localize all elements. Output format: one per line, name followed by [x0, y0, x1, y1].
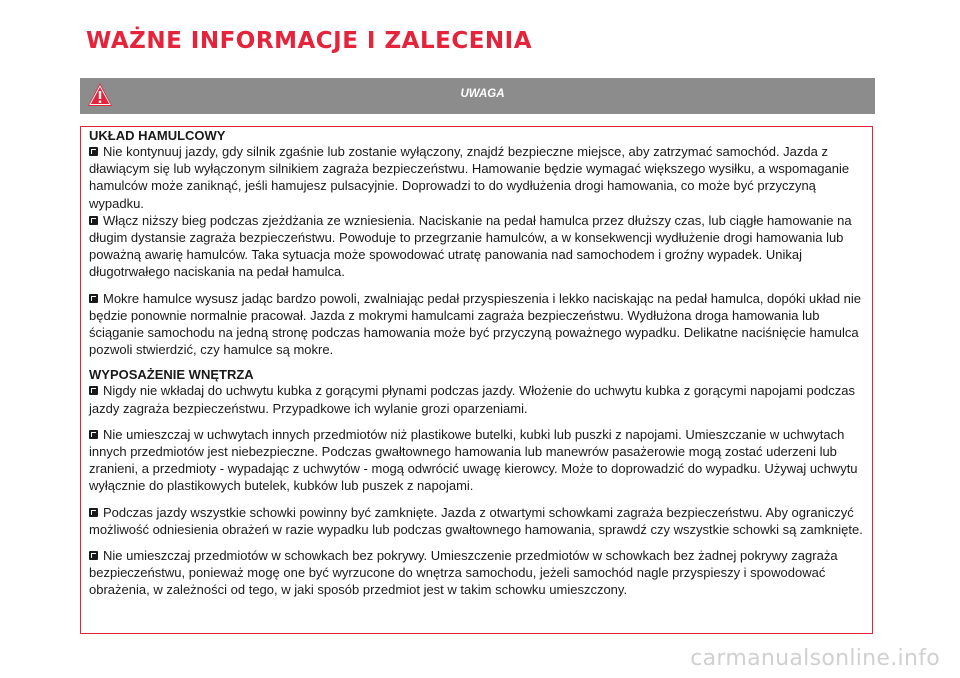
checkbox-bullet-icon	[89, 508, 98, 517]
paragraph	[89, 212, 868, 281]
warning-banner	[80, 78, 875, 114]
section-heading-interior: WYPOSAŻENIE WNĘTRZA	[89, 367, 254, 383]
checkbox-bullet-icon	[89, 294, 98, 303]
paragraph	[89, 504, 868, 538]
warning-content-box	[80, 126, 873, 634]
paragraph	[89, 290, 868, 359]
page-title: WAŻNE INFORMACJE I ZALECENIA	[86, 28, 533, 54]
paragraph	[89, 382, 868, 416]
section-heading-brakes: UKŁAD HAMULCOWY	[89, 128, 226, 143]
checkbox-bullet-icon	[89, 430, 98, 439]
checkbox-bullet-icon	[89, 216, 98, 225]
paragraph-text: Nie umieszczaj przedmiotów w schowkach bez pokrywy. Umieszczenie przedmiotów w schowkach bez żadnej pokrywy zagraża bezpieczeństwu, ponieważ mogę one być wyrzucone do wnętrza samochodu, jeżeli samochód nagle przyspieszy i spowodować obrażenia, w zależności od tego, w jaki sposób przedmiot jest w takim schowku umieszczony.	[89, 548, 838, 598]
paragraph-text: Nigdy nie wkładaj do uchwytu kubka z gorącymi płynami podczas jazdy. Włożenie do uchwytu kubka z gorącymi napojami podczas jazdy zagraża bezpieczeństwu. Przypadkowe ich wylanie grozi oparzeniami.	[89, 383, 855, 416]
paragraph	[89, 547, 868, 599]
paragraph-text: Mokre hamulce wysusz jadąc bardzo powoli, zwalniając pedał przyspieszenia i lekko naciskając na pedał hamulca, dopóki układ nie będzie ponownie normalnie pracował. Jazda z mokrymi hamulcami zagraża bezpieczeństwu. Wydłużona droga hamowania lub ściąganie samochodu na jedną stronę podczas hamowania może być przyczyną poważnego wypadku. Delikatne naciśnięcie hamulca pozwoli stwierdzić, czy hamulce są mokre.	[89, 290, 862, 358]
paragraph-text: Włącz niższy bieg podczas zjeżdżania ze wzniesienia. Naciskanie na pedał hamulca przez dłuższy czas, lub ciągłe hamowanie na długim dystansie zagraża bezpieczeństwu. Powoduje to przegrzanie hamulców, a w konsekwencji wydłużenie drogi hamowania lub poważną awarię hamulców. Taka sytuacja może spowodować utratę panowania nad samochodem i groźny wypadek. Unikaj długotrwałego naciskania na pedał hamulca.	[89, 212, 852, 280]
paragraph	[89, 426, 868, 495]
warning-label: UWAGA	[460, 88, 505, 100]
paragraph-text: Nie kontynuuj jazdy, gdy silnik zgaśnie lub zostanie wyłączony, znajdź bezpieczne miejsce, aby zatrzymać samochód. Jazda z dławiącym się lub wyłączonym silnikiem zagraża bezpieczeństwu. Hamowanie będzie wymagać większego wysiłku, a wspomaganie hamulców może zaniknąć, jeśli hamujesz pulsacyjnie. Doprowadzi to do wydłużenia drogi hamowania, co może być przyczyną wypadku.	[89, 144, 850, 211]
watermark: carmanualsonline.info	[690, 646, 940, 671]
checkbox-bullet-icon	[89, 551, 98, 560]
checkbox-bullet-icon	[89, 386, 98, 395]
checkbox-bullet-icon	[89, 147, 98, 156]
paragraph-text: Podczas jazdy wszystkie schowki powinny być zamknięte. Jazda z otwartymi schowkami zagraża bezpieczeństwu. Aby ograniczyć możliwość odniesienia obrażeń w razie wypadku lub podczas gwałtownego hamowania, sprawdź czy wszystkie schowki są zamknięte.	[89, 504, 863, 537]
paragraph-text: Nie umieszczaj w uchwytach innych przedmiotów niż plastikowe butelki, kubki lub puszki z napojami. Umieszczanie w uchwytach innych przedmiotów jest niebezpieczne. Podczas gwałtownego hamowania lub manewrów pasażerowie mogą zostać uderzeni lub zranieni, a przedmioty - wypadając z uchwytów - mogą odwrócić uwagę kierowcy. Może to doprowadzić do wypadku. Używaj uchwytu wyłącznie do plastikowych butelek, kubków lub puszek z napojami.	[89, 426, 858, 494]
paragraph	[89, 143, 868, 212]
